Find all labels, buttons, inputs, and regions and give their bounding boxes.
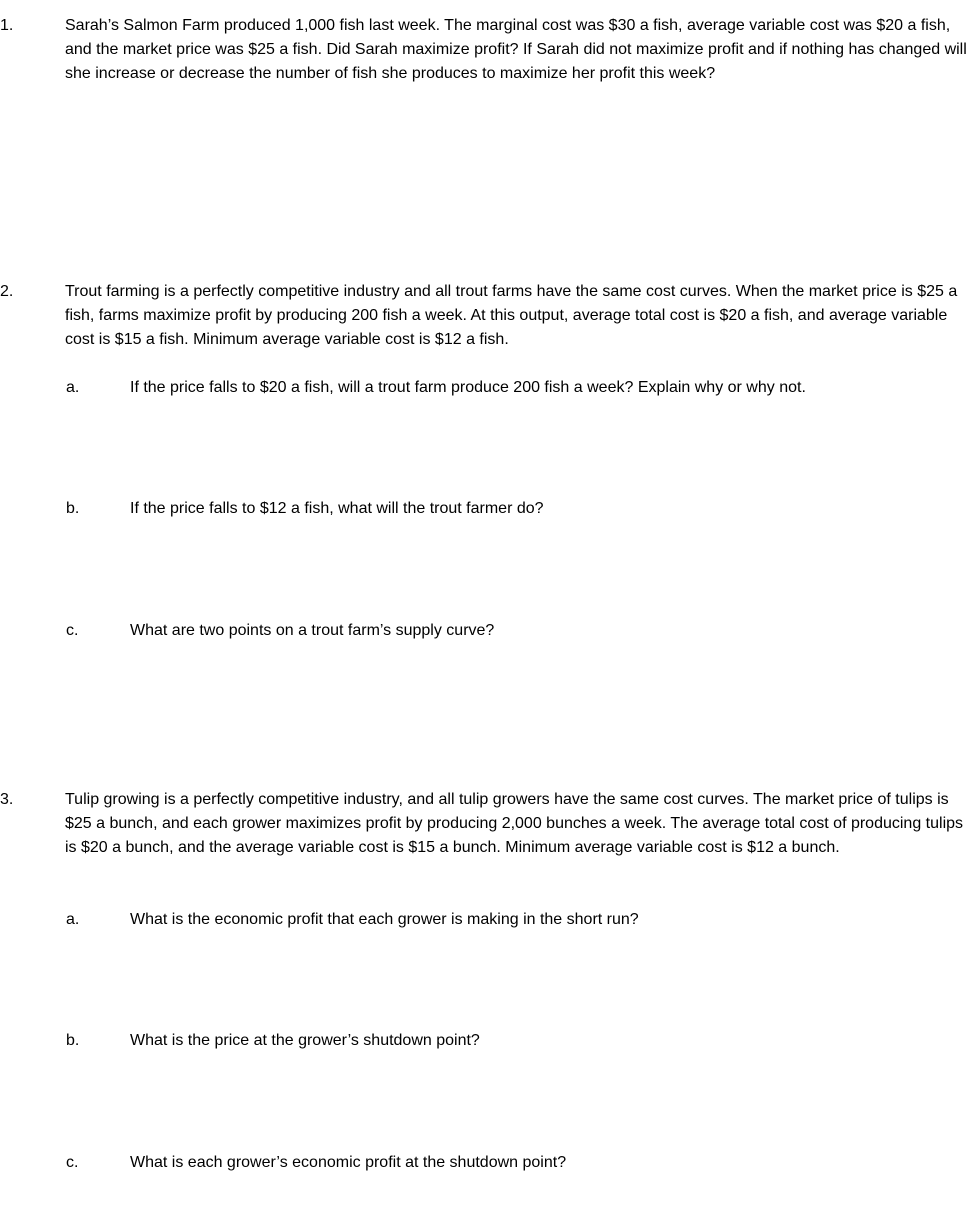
part-letter: b. bbox=[66, 1032, 80, 1049]
question-text: Trout farming is a perfectly competitive industry and all trout farms have the same cost curves. When the market price is $25 a fish, farms maximize profit by producing 200 fish a week. At this output, average total cost is $20 a fish, and average variable cost is $15 a fish. Minimum average variable cost is $12 a fish. bbox=[65, 283, 958, 348]
question-text: Sarah’s Salmon Farm produced 1,000 fish last week. The marginal cost was $30 a fish, average variable cost was $20 a fish, and the market price was $25 a fish. Did Sarah maximize profit? If Sarah did not maximize profit and if nothing has changed will she increase or decrease the number of fish she produces to maximize her profit this week? bbox=[65, 17, 967, 82]
part-text: What is the economic profit that each grower is making in the short run? bbox=[130, 911, 639, 928]
part-text: What is each grower’s economic profit at the shutdown point? bbox=[130, 1154, 567, 1171]
part-letter: c. bbox=[66, 622, 79, 639]
part-letter: b. bbox=[66, 500, 80, 517]
part-letter: a. bbox=[66, 379, 80, 396]
part-letter: c. bbox=[66, 1154, 79, 1171]
part-text: What is the price at the grower’s shutdown point? bbox=[130, 1032, 480, 1049]
part-text: If the price falls to $12 a fish, what will the trout farmer do? bbox=[130, 500, 544, 517]
question-number: 3. bbox=[0, 791, 14, 808]
part-text: If the price falls to $20 a fish, will a trout farm produce 200 fish a week? Explain why or why not. bbox=[130, 379, 806, 396]
question-number: 2. bbox=[0, 283, 14, 300]
part-letter: a. bbox=[66, 911, 80, 928]
question-text: Tulip growing is a perfectly competitive industry, and all tulip growers have the same cost curves. The market price of tulips is $25 a bunch, and each grower maximizes profit by producing 2,000 bunches a week. The average total cost of producing tulips is $20 a bunch, and the average variable cost is $15 a bunch. Minimum average variable cost is $12 a bunch. bbox=[65, 791, 964, 856]
question-number: 1. bbox=[0, 17, 14, 34]
part-text: What are two points on a trout farm’s supply curve? bbox=[130, 622, 495, 639]
